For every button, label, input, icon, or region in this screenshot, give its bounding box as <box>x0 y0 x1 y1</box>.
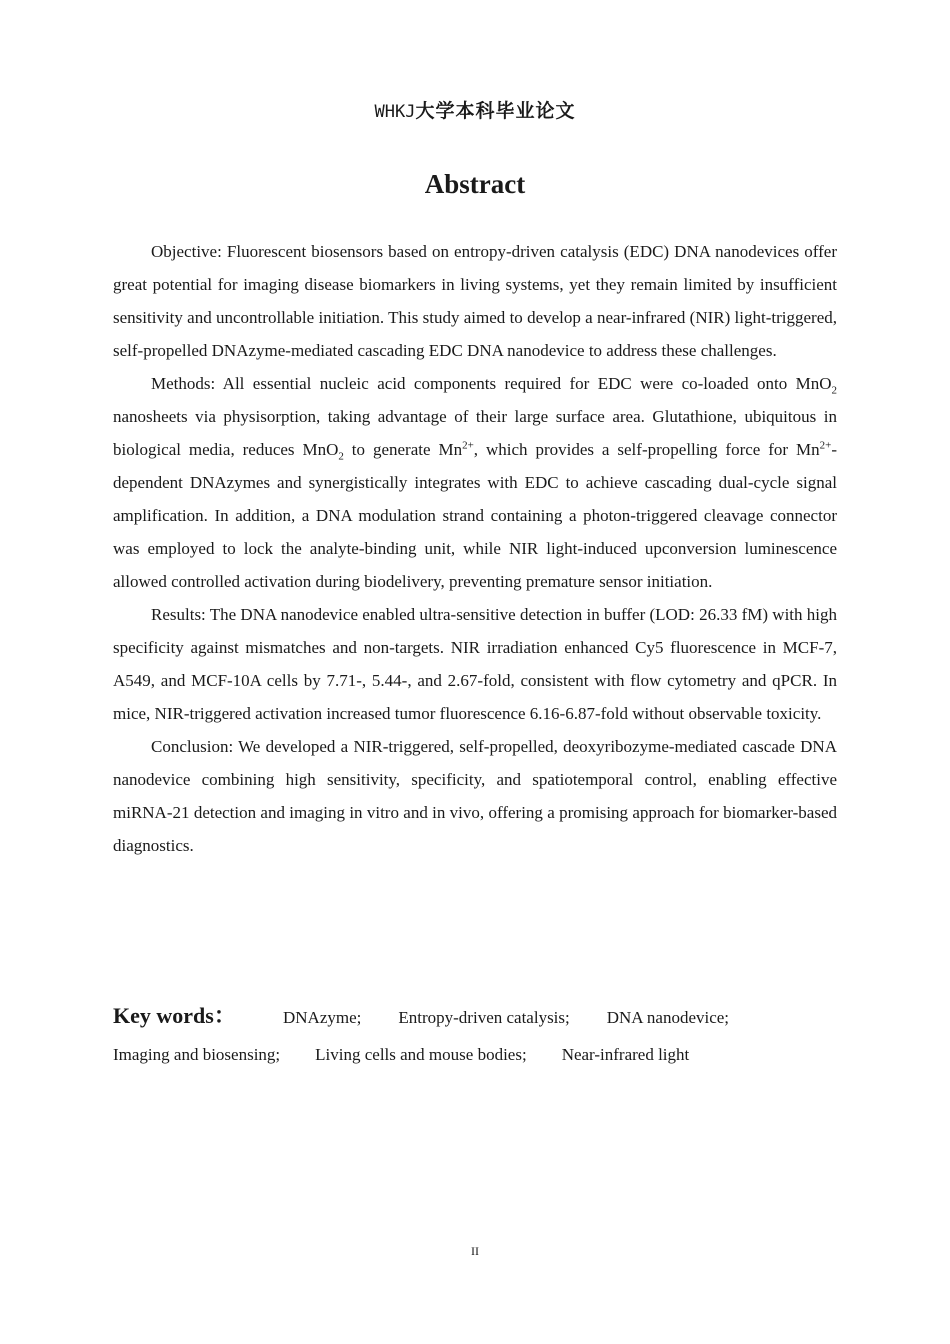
running-header <box>0 96 950 123</box>
keywords-label: Key words： <box>113 1003 236 1028</box>
methods-superscript-1: 2+ <box>462 439 474 452</box>
methods-text-5: -dependent DNAzymes and synergistically integrates with EDC to achieve cascading dual-cycle signal amplification. In addition, a DNA modulation strand containing a photon-triggered cleavage connector was employed to lock the analyte-binding unit, while NIR light-induced upconversion luminescence allowed controlled activation during biodelivery, preventing premature sensor initiation. <box>113 440 838 591</box>
methods-text-2: nanosheets via physisorption, taking advantage of their large surface area. Glutathione, ubiquitous in biological media, reduces MnO <box>113 407 837 459</box>
methods-subscript-2: 2 <box>338 450 344 463</box>
keyword-item: Near-infrared light <box>561 1045 690 1064</box>
objective-paragraph: Objective: Fluorescent biosensors based on entropy-driven catalysis (EDC) DNA nanodevices offer great potential for imaging disease biomarkers in living systems, yet they remain limited by insufficient sensitivity and uncontrollable initiation. This study aimed to develop a near-infrared (NIR) light-triggered, self-propelled DNAzyme-mediated cascading EDC DNA nanodevice to address these challenges. <box>113 242 837 360</box>
keyword-item: DNAzyme; <box>283 1008 362 1027</box>
keyword-item: Living cells and mouse bodies; <box>315 1045 527 1064</box>
keywords-section <box>113 998 837 1073</box>
methods-text-3: to generate Mn <box>343 440 463 459</box>
conclusion-paragraph: Conclusion: We developed a NIR-triggered, self-propelled, deoxyribozyme-mediated cascade DNA nanodevice combining high sensitivity, specificity, and spatiotemporal control, enabling effective miRNA-21 detection and imaging in vitro and in vivo, offering a promising approach for biomarker-based diagnostics. <box>113 737 837 855</box>
keyword-item: Entropy-driven catalysis; <box>398 1008 570 1027</box>
methods-subscript-1: 2 <box>831 384 837 397</box>
keyword-item: Imaging and biosensing; <box>113 1045 281 1064</box>
methods-superscript-2: 2+ <box>819 439 832 452</box>
keyword-item: DNA nanodevice; <box>606 1008 730 1027</box>
methods-text-1: Methods: All essential nucleic acid components required for EDC were co-loaded onto MnO <box>151 374 832 393</box>
abstract-body <box>113 235 837 862</box>
keywords-line-1 <box>113 998 837 1034</box>
results-paragraph: Results: The DNA nanodevice enabled ultra-sensitive detection in buffer (LOD: 26.33 fM) with high specificity against mismatches and non-targets. NIR irradiation enhanced Cy5 fluorescence in MCF-7, A549, and MCF-10A cells by 7.71-, 5.44-, and 2.67-fold, consistent with flow cytometry and qPCR. In mice, NIR-triggered activation increased tumor fluorescence 6.16-6.87-fold without observable toxicity. <box>113 605 837 723</box>
header-institution-code: WHKJ <box>374 102 416 122</box>
abstract-title: Abstract <box>424 169 526 199</box>
page-number: II <box>471 1244 479 1258</box>
methods-text-4: , which provides a self-propelling force for Mn <box>473 440 820 459</box>
header-thesis-title: 大学本科毕业论文 <box>415 100 576 122</box>
keywords-line-2 <box>113 1037 837 1073</box>
methods-paragraph <box>113 367 837 598</box>
